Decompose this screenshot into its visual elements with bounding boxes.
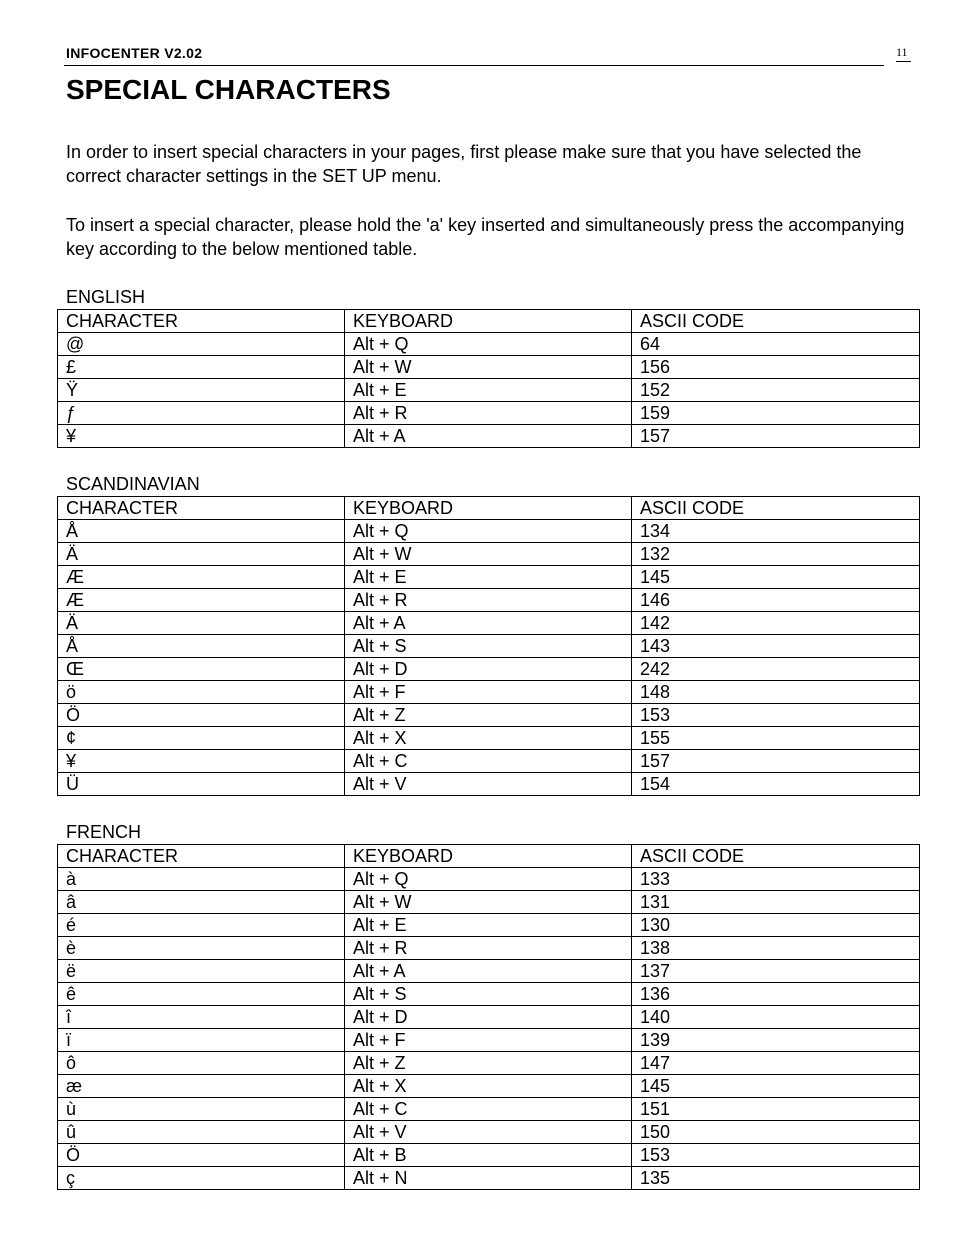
character-cell: Ö [58, 1144, 345, 1167]
table-row [58, 1006, 920, 1029]
keyboard-cell: Alt + B [345, 1144, 632, 1167]
header-rule [64, 65, 884, 66]
ascii-code-cell: 64 [632, 333, 920, 356]
keyboard-cell: Alt + E [345, 566, 632, 589]
character-cell: Ä [58, 612, 345, 635]
character-cell: Ü [58, 773, 345, 796]
ascii-code-cell: 134 [632, 520, 920, 543]
ascii-code-cell: 139 [632, 1029, 920, 1052]
table-english [57, 309, 920, 448]
character-cell: î [58, 1006, 345, 1029]
column-header: CHARACTER [58, 497, 345, 520]
column-header: KEYBOARD [345, 497, 632, 520]
ascii-code-cell: 136 [632, 983, 920, 1006]
ascii-code-cell: 138 [632, 937, 920, 960]
table-row [58, 658, 920, 681]
keyboard-cell: Alt + Q [345, 333, 632, 356]
keyboard-cell: Alt + E [345, 914, 632, 937]
table-row [58, 635, 920, 658]
ascii-code-cell: 146 [632, 589, 920, 612]
character-cell: à [58, 868, 345, 891]
keyboard-cell: Alt + Z [345, 704, 632, 727]
character-cell: ¢ [58, 727, 345, 750]
character-cell: ¥ [58, 425, 345, 448]
keyboard-cell: Alt + D [345, 658, 632, 681]
table-row [58, 983, 920, 1006]
character-cell: ç [58, 1167, 345, 1190]
ascii-code-cell: 147 [632, 1052, 920, 1075]
keyboard-cell: Alt + W [345, 543, 632, 566]
ascii-code-cell: 157 [632, 425, 920, 448]
character-cell: Œ [58, 658, 345, 681]
character-cell: ê [58, 983, 345, 1006]
ascii-code-cell: 135 [632, 1167, 920, 1190]
keyboard-cell: Alt + W [345, 356, 632, 379]
table-header-row [58, 845, 920, 868]
table-row [58, 750, 920, 773]
keyboard-cell: Alt + F [345, 1029, 632, 1052]
column-header: CHARACTER [58, 310, 345, 333]
ascii-code-cell: 145 [632, 1075, 920, 1098]
table-row [58, 543, 920, 566]
table-header-row [58, 497, 920, 520]
keyboard-cell: Alt + A [345, 425, 632, 448]
ascii-code-cell: 153 [632, 704, 920, 727]
keyboard-cell: Alt + C [345, 1098, 632, 1121]
keyboard-cell: Alt + D [345, 1006, 632, 1029]
keyboard-cell: Alt + R [345, 937, 632, 960]
character-cell: Å [58, 635, 345, 658]
page-title: SPECIAL CHARACTERS [66, 74, 391, 105]
character-cell: ë [58, 960, 345, 983]
character-cell: ö [58, 681, 345, 704]
table-row [58, 891, 920, 914]
table-row [58, 1075, 920, 1098]
keyboard-cell: Alt + A [345, 612, 632, 635]
character-cell: Ä [58, 543, 345, 566]
ascii-code-cell: 151 [632, 1098, 920, 1121]
keyboard-cell: Alt + R [345, 589, 632, 612]
table-row [58, 937, 920, 960]
table-row [58, 1144, 920, 1167]
ascii-code-cell: 159 [632, 402, 920, 425]
keyboard-cell: Alt + W [345, 891, 632, 914]
keyboard-cell: Alt + X [345, 727, 632, 750]
ascii-code-cell: 148 [632, 681, 920, 704]
table-row [58, 1121, 920, 1144]
column-header: KEYBOARD [345, 845, 632, 868]
table-french [57, 844, 920, 1190]
table-row [58, 960, 920, 983]
column-header: ASCII CODE [632, 310, 920, 333]
section-label-french: FRENCH [66, 822, 141, 842]
table-header-row [58, 310, 920, 333]
column-header: ASCII CODE [632, 845, 920, 868]
table-row [58, 379, 920, 402]
table-row [58, 1052, 920, 1075]
character-cell: Ö [58, 704, 345, 727]
table-row [58, 402, 920, 425]
keyboard-cell: Alt + R [345, 402, 632, 425]
table-row [58, 681, 920, 704]
table-row [58, 520, 920, 543]
ascii-code-cell: 137 [632, 960, 920, 983]
table-row [58, 333, 920, 356]
character-cell: ï [58, 1029, 345, 1052]
character-cell: û [58, 1121, 345, 1144]
keyboard-cell: Alt + N [345, 1167, 632, 1190]
ascii-code-cell: 142 [632, 612, 920, 635]
keyboard-cell: Alt + Z [345, 1052, 632, 1075]
ascii-code-cell: 242 [632, 658, 920, 681]
ascii-code-cell: 157 [632, 750, 920, 773]
character-cell: ¥ [58, 750, 345, 773]
ascii-code-cell: 154 [632, 773, 920, 796]
ascii-code-cell: 152 [632, 379, 920, 402]
character-cell: â [58, 891, 345, 914]
page-number: 11 [896, 45, 908, 59]
character-cell: @ [58, 333, 345, 356]
ascii-code-cell: 156 [632, 356, 920, 379]
keyboard-cell: Alt + Q [345, 868, 632, 891]
column-header: ASCII CODE [632, 497, 920, 520]
table-row [58, 704, 920, 727]
table-row [58, 589, 920, 612]
table-row [58, 612, 920, 635]
keyboard-cell: Alt + S [345, 635, 632, 658]
column-header: CHARACTER [58, 845, 345, 868]
character-cell: £ [58, 356, 345, 379]
page-number-underline [896, 61, 911, 62]
character-cell: æ [58, 1075, 345, 1098]
character-cell: ù [58, 1098, 345, 1121]
character-cell: Æ [58, 566, 345, 589]
intro-paragraph: In order to insert special characters in your pages, first please make sure that you have selected the correct character settings in the SET UP menu. [66, 142, 862, 186]
table-row [58, 1029, 920, 1052]
character-cell: ƒ [58, 402, 345, 425]
keyboard-cell: Alt + X [345, 1075, 632, 1098]
character-cell: ô [58, 1052, 345, 1075]
instruction-paragraph: To insert a special character, please hold the 'a' key inserted and simultaneously press the accompanying key according to the below mentioned table. [66, 215, 905, 259]
ascii-code-cell: 132 [632, 543, 920, 566]
keyboard-cell: Alt + V [345, 1121, 632, 1144]
ascii-code-cell: 143 [632, 635, 920, 658]
running-header: INFOCENTER V2.02 [66, 45, 203, 61]
keyboard-cell: Alt + E [345, 379, 632, 402]
ascii-code-cell: 140 [632, 1006, 920, 1029]
ascii-code-cell: 133 [632, 868, 920, 891]
keyboard-cell: Alt + C [345, 750, 632, 773]
section-label-scandinavian: SCANDINAVIAN [66, 474, 200, 494]
section-label-english: ENGLISH [66, 287, 146, 307]
table-row [58, 566, 920, 589]
table-row [58, 773, 920, 796]
keyboard-cell: Alt + S [345, 983, 632, 1006]
character-cell: è [58, 937, 345, 960]
character-cell: Ÿ [58, 379, 345, 402]
keyboard-cell: Alt + V [345, 773, 632, 796]
ascii-code-cell: 155 [632, 727, 920, 750]
ascii-code-cell: 150 [632, 1121, 920, 1144]
ascii-code-cell: 131 [632, 891, 920, 914]
table-scandinavian [57, 496, 920, 796]
keyboard-cell: Alt + F [345, 681, 632, 704]
character-cell: Å [58, 520, 345, 543]
keyboard-cell: Alt + Q [345, 520, 632, 543]
table-row [58, 868, 920, 891]
table-row [58, 727, 920, 750]
character-cell: Æ [58, 589, 345, 612]
table-row [58, 1167, 920, 1190]
table-row [58, 914, 920, 937]
table-row [58, 425, 920, 448]
ascii-code-cell: 145 [632, 566, 920, 589]
ascii-code-cell: 130 [632, 914, 920, 937]
ascii-code-cell: 153 [632, 1144, 920, 1167]
keyboard-cell: Alt + A [345, 960, 632, 983]
column-header: KEYBOARD [345, 310, 632, 333]
character-cell: é [58, 914, 345, 937]
table-row [58, 356, 920, 379]
table-row [58, 1098, 920, 1121]
